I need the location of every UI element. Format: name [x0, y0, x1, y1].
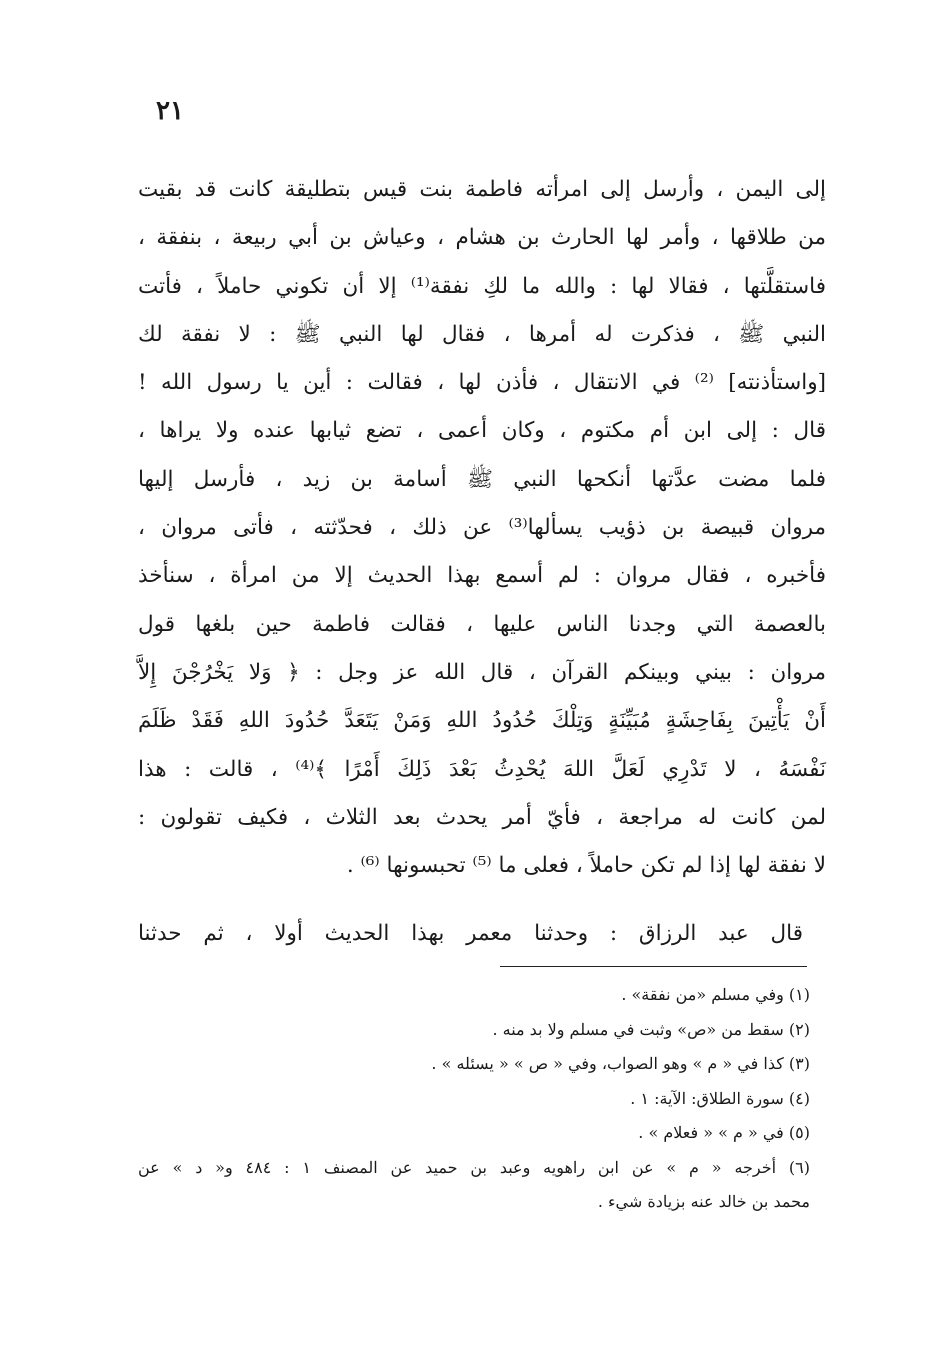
footnotes: [138, 978, 810, 1220]
quran-line: نَفْسَهُ ، لا تَدْرِي لَعَلَّ اللهَ يُحْدِثُ بَعْدَ ذَلِكَ أَمْرًا ﴾⁽⁴⁾ ، قالت : هذا: [138, 756, 826, 782]
new-paragraph-line: قال عبد الرزاق : وحدثنا معمر بهذا الحديث أولا ، ثم حدثنا: [138, 921, 803, 946]
page-number: ٢١: [156, 96, 184, 126]
text-line: فأخبره ، فقال مروان : لم أسمع بهذا الحديث إلا من امرأة ، سنأخذ: [138, 563, 826, 589]
text-line: فلما مضت عدَّتها أنكحها النبي ﷺ أسامة بن زيد ، فأرسل إليها: [138, 466, 826, 492]
text-line: قال : إلى ابن أم مكتوم ، وكان أعمى ، تضع ثيابها عنده ولا يراها ،: [138, 418, 826, 444]
text-line: [واستأذنته] ⁽²⁾ في الانتقال ، فأذن لها ، فقالت : أين يا رسول الله !: [138, 370, 827, 396]
footnote-divider: [500, 966, 807, 967]
footnote: (٢) سقط من «ص» وثبت في مسلم ولا بد منه .: [492, 1019, 810, 1039]
footnote: (٤) سورة الطلاق: الآية: ١ .: [630, 1088, 810, 1108]
footnote: (٥) في « م » « فعلام » .: [638, 1123, 810, 1142]
footnote: (٦) أخرجه « م » عن ابن راهويه وعبد بن حميد عن المصنف ١ : ٤٨٤ و« د » عن: [138, 1157, 811, 1177]
footnote-continuation: محمد بن خالد عنه بزيادة شيء .: [597, 1192, 810, 1211]
main-text: [138, 166, 826, 890]
text-line: لا نفقة لها إذا لم تكن حاملاً ، فعلى ما ⁽⁵⁾ تحبسونها ⁽⁶⁾ .: [346, 853, 826, 879]
text-line: النبي ﷺ ، فذكرت له أمرها ، فقال لها النبي ﷺ : لا نفقة لك: [138, 321, 826, 347]
footnote: (٣) كذا في « م » وهو الصواب، وفي « ص » « يسئله » .: [431, 1054, 810, 1073]
text-line: لمن كانت له مراجعة ، فأيّ أمر يحدث بعد الثلاث ، فكيف تقولون :: [138, 804, 826, 830]
text-line: فاستقلَّتها ، فقالا لها : والله ما لكِ نفقة⁽¹⁾ إلا أن تكوني حاملاً ، فأتت: [138, 273, 826, 299]
text-line: من طلاقها ، وأمر لها الحارث بن هشام ، وعياش بن أبي ربيعة ، بنفقة ،: [138, 225, 826, 251]
text-line: مروان : بيني وبينكم القرآن ، قال الله عز وجل : ﴿ وَلا يَخْرُجْنَ إِلاَّ: [138, 659, 826, 685]
text-line: إلى اليمن ، وأرسل إلى امرأته فاطمة بنت قيس بتطليقة كانت قد بقيت: [138, 177, 826, 202]
quran-line: أَنْ يَأْتِينَ بِفَاحِشَةٍ مُبَيِّنَةٍ وَتِلْكَ حُدُودُ اللهِ وَمَنْ يَتَعَدَّ حُدُودَ اللهِ فَقَدْ ظَلَمَ: [138, 708, 826, 734]
footnote: (١) وفي مسلم «من نفقة» .: [621, 985, 810, 1004]
text-line: مروان قبيصة بن ذؤيب يسألها⁽³⁾ عن ذلك ، فحدّثته ، فأتى مروان ،: [138, 515, 826, 541]
text-line: بالعصمة التي وجدنا الناس عليها ، فقالت فاطمة حين بلغها قول: [138, 611, 826, 637]
